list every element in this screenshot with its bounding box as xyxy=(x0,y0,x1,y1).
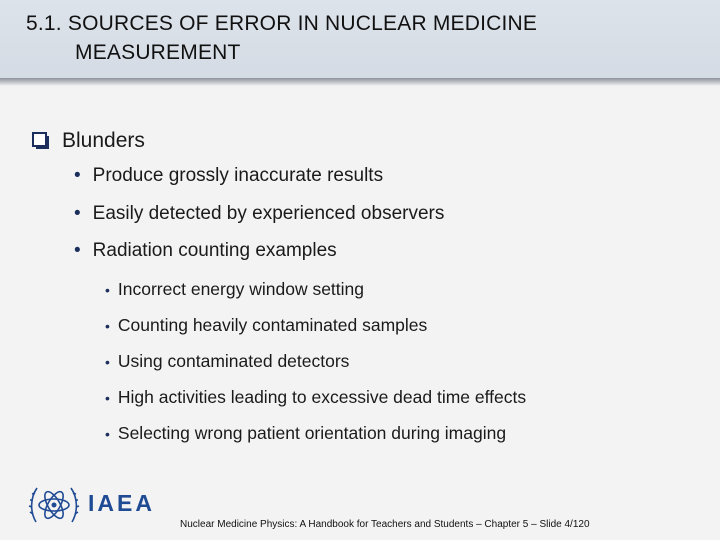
checkbox-bullet-icon xyxy=(32,132,47,147)
bullet-level3-item: • Using contaminated detectors xyxy=(105,351,350,371)
bullet-level2-item: • Produce grossly inaccurate results xyxy=(74,165,384,186)
bullet-dot-icon: • xyxy=(105,354,110,370)
bullet-dot-icon: • xyxy=(74,203,81,224)
bullet-level2-item: • Radiation counting examples xyxy=(74,240,337,261)
slide-title xyxy=(26,9,706,67)
title-line-2: MEASUREMENT xyxy=(75,41,241,64)
slide-footer: Nuclear Medicine Physics: A Handbook for Teachers and Students – Chapter 5 – Slide 4/120 xyxy=(180,519,590,530)
iaea-atom-logo-icon xyxy=(28,480,80,530)
bullet-level1-label: Blunders xyxy=(62,129,145,152)
bullet-dot-icon: • xyxy=(74,165,81,186)
header-divider xyxy=(0,78,720,86)
bullet-dot-icon: • xyxy=(74,240,81,261)
bullet-level2-item: • Easily detected by experienced observers xyxy=(74,203,445,224)
bullet-dot-icon: • xyxy=(105,390,110,406)
bullet-level3-item: • High activities leading to excessive dead time effects xyxy=(105,387,527,407)
bullet-level3-item: • Counting heavily contaminated samples xyxy=(105,315,428,335)
bullet-dot-icon: • xyxy=(105,282,110,298)
title-line-1: 5.1. SOURCES OF ERROR IN NUCLEAR MEDICINE xyxy=(26,12,538,35)
bullet-level3-item: • Selecting wrong patient orientation during imaging xyxy=(105,423,507,443)
iaea-logo-text: IAEA xyxy=(88,490,155,516)
bullet-level3-item: • Incorrect energy window setting xyxy=(105,279,364,299)
bullet-dot-icon: • xyxy=(105,426,110,442)
bullet-dot-icon: • xyxy=(105,318,110,334)
